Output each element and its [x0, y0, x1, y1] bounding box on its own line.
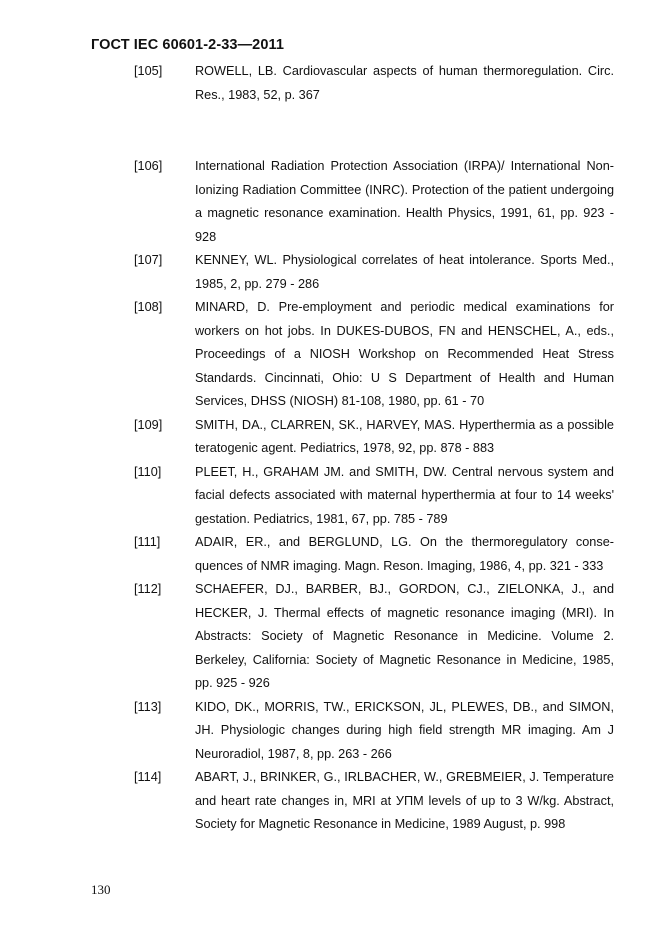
- reference-number: [106]: [134, 159, 163, 173]
- reference-text: International Radiation Protection Association (IRPA)/ International Non-Ionizing Radiation Committee (INRC). Protection of the patient undergoing a magnetic resonance examination. Health Physics, 1991, 61, pp. 923 - 928: [195, 159, 614, 244]
- reference-text: KIDO, DK., MORRIS, TW., ERICKSON, JL, PLEWES, DB., and SIMON, JH. Physiologic changes during high field strength MR imaging. Am J Neuroradiol, 1987, 8, pp. 263 - 266: [195, 699, 614, 761]
- reference-item: [0, 578, 661, 696]
- reference-text: SMITH, DA., CLARREN, SK., HARVEY, MAS. Hyperthermia as a possible teratogenic agent. Pediatrics, 1978, 92, pp. 878 - 883: [195, 417, 614, 455]
- reference-item: [0, 60, 661, 107]
- reference-item: [0, 531, 661, 578]
- reference-number: [113]: [134, 699, 162, 714]
- reference-item: [0, 766, 661, 837]
- reference-text: MINARD, D. Pre-employment and periodic medical examinations for workers on hot jobs. In DUKES-DUBOS, FN and HENSCHEL, A., eds., Proceedings of a NIOSH Workshop on Recommended Heat Stress Standards. Cincinnati, Ohio: U S Department of Health and Human Services, DHSS (NIOSH) 81-108, 1980, pp. 61 - 70: [195, 300, 614, 408]
- reference-item: [0, 461, 661, 532]
- reference-item: [0, 296, 661, 414]
- reference-number: [110]: [134, 464, 162, 479]
- document-header: ГОСТ IEC 60601-2-33—2011: [91, 37, 285, 53]
- reference-text: ROWELL, LB. Cardiovascular aspects of human thermoregulation. Circ. Res., 1983, 52, p. 367: [195, 64, 614, 102]
- reference-number: [114]: [134, 770, 162, 784]
- reference-item: [0, 155, 661, 249]
- reference-text: KENNEY, WL. Physiological correlates of heat intolerance. Sports Med., 1985, 2, pp. 279 - 286: [195, 253, 614, 291]
- reference-list: [0, 60, 661, 837]
- reference-text: PLEET, H., GRAHAM JM. and SMITH, DW. Central nervous system and facial defects associated with maternal hyperthermia at four to 14 weeks' gestation. Pediatrics, 1981, 67, pp. 785 - 789: [195, 464, 614, 526]
- reference-number: [108]: [134, 300, 163, 314]
- reference-number: [109]: [134, 417, 163, 432]
- reference-text: ABART, J., BRINKER, G., IRLBACHER, W., GREBMEIER, J. Temperature and heart rate changes in, MRI at УПМ levels of up to 3 W/kg. Abstract, Society for Magnetic Resonance in Medicine, 1989 August, p. 998: [195, 770, 614, 831]
- reference-item: [0, 249, 661, 296]
- page-number: 130: [91, 882, 111, 897]
- reference-number: [111]: [134, 535, 161, 549]
- reference-number: [112]: [134, 582, 162, 596]
- reference-item: [0, 696, 661, 767]
- reference-item: [0, 414, 661, 461]
- reference-text: ADAIR, ER., and BERGLUND, LG. On the thermoregulatory consequences of NMR imaging. Magn. Reson. Imaging, 1986, 4, pp. 321 - 333: [195, 535, 614, 573]
- reference-text: SCHAEFER, DJ., BARBER, BJ., GORDON, CJ., ZIELONKA, J., and HECKER, J. Thermal effects of magnetic resonance imaging (MRI). In Abstracts: Society of Magnetic Resonance in Medicine. Volume 2. Berkeley, California: Society of Magnetic Resonance in Medicine, 1985, pp. 925 - 926: [195, 582, 614, 690]
- reference-number: [107]: [134, 253, 163, 267]
- reference-number: [105]: [134, 64, 163, 78]
